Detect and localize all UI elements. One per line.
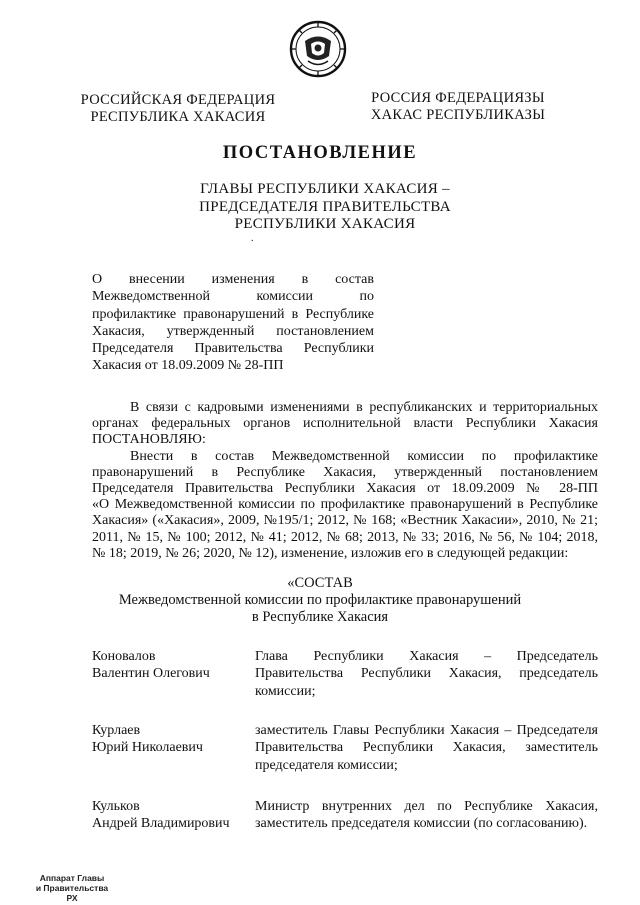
body-line: органах федеральных органов исполнительной власти Республики Хакасия — [92, 416, 598, 432]
header-left-line2: РЕСПУБЛИКА ХАКАСИЯ — [90, 109, 266, 125]
member-role-line: заместитель Главы Республики Хакасия – Председателя — [255, 723, 598, 738]
issuer-subtitle — [150, 181, 500, 234]
body-line: В связи с кадровыми изменениями в республиканских и территориальных — [130, 400, 598, 415]
member-role — [255, 798, 598, 833]
body-line: № 18; 2019, № 26; 2020, № 12), изменение, изложив его в следующей редакции: — [92, 545, 569, 561]
subject-line: Межведомственной комиссии по — [92, 289, 374, 305]
body-line: ПОСТАНОВЛЯЮ: — [92, 432, 206, 448]
subject-line: профилактике правонарушений в Республике — [92, 306, 374, 322]
body-line: «О Межведомственной комиссии по профилактике правонарушений в Республике — [92, 497, 598, 513]
body-line: правонарушений в Республике Хакасия, утвержденный постановлением — [92, 464, 598, 480]
member-role-line: Глава Республики Хакасия – Председатель — [255, 649, 598, 664]
member-given-name: Валентин Олегович — [92, 666, 210, 681]
body-line: 2011, № 15, № 100; 2012, № 41; 2012, № 68; 2013, № 33; 2016, № 56, № 104; 2018, — [92, 529, 598, 545]
composition-line2: Межведомственной комиссии по профилактике правонарушений — [118, 592, 522, 608]
header-left-line1: РОССИЙСКАЯ ФЕДЕРАЦИЯ — [80, 92, 276, 108]
member-role-line: Министр внутренних дел по Республике Хакасия, — [255, 799, 598, 814]
composition-line1: «СОСТАВ — [287, 575, 353, 591]
subtitle-line1: ГЛАВЫ РЕСПУБЛИКИ ХАКАСИЯ – — [200, 181, 450, 197]
body-text — [92, 400, 598, 562]
office-stamp — [34, 873, 110, 903]
member-given-name: Юрий Николаевич — [92, 740, 203, 755]
header-right-line2: ХАКАС РЕСПУБЛИКАЗЫ — [370, 107, 546, 123]
subject-line: О внесении изменения в состав — [92, 272, 374, 287]
subject-line: Хакасия от 18.09.2009 № 28-ПП — [92, 358, 284, 374]
member-role-line: Правительства Республики Хакасия, председатель — [255, 666, 598, 682]
member-given-name: Андрей Владимирович — [92, 816, 230, 831]
member-surname: Курлаев — [92, 723, 141, 738]
body-line: Хакасия» («Хакасия», 2009, №195/1; 2012, № 168; «Вестник Хакасии», 2010, № 21; — [92, 513, 598, 529]
member-name — [92, 648, 252, 682]
body-line: Внести в состав Межведомственной комиссии по профилактике — [130, 448, 598, 464]
member-role-line: заместитель председателя комиссии (по согласованию). — [255, 816, 588, 832]
member-role — [255, 648, 598, 700]
subtitle-line2: ПРЕДСЕДАТЕЛЯ ПРАВИТЕЛЬСТВА — [199, 198, 451, 215]
subject-line: Председателя Правительства Республики — [92, 341, 374, 357]
member-role-line: председателя комиссии; — [255, 757, 398, 773]
body-line: Председателя Правительства Республики Хакасия от 18.09.2009 № 28-ПП — [92, 480, 598, 496]
header-left — [80, 92, 276, 126]
member-surname: Коновалов — [92, 649, 156, 664]
member-name — [92, 722, 252, 756]
stamp-line1: Аппарат Главы — [39, 873, 105, 883]
scan-dot: . — [251, 233, 254, 244]
member-name — [92, 798, 252, 832]
member-surname: Кульков — [92, 799, 140, 814]
coat-of-arms-icon — [289, 20, 347, 78]
subtitle-line3: РЕСПУБЛИКИ ХАКАСИЯ — [234, 216, 416, 232]
member-role — [255, 722, 598, 774]
subject-block — [92, 271, 374, 375]
header-right — [370, 90, 546, 124]
stamp-line2: и Правительства РХ — [35, 883, 109, 903]
member-role-line: Правительства Республики Хакасия, заместитель — [255, 740, 598, 756]
header-right-line1: РОССИЯ ФЕДЕРАЦИЯЗЫ — [371, 90, 545, 106]
member-role-line: комиссии; — [255, 683, 316, 699]
page-title: ПОСТАНОВЛЕНИЕ — [222, 143, 418, 163]
composition-heading — [0, 575, 640, 626]
composition-line3: в Республике Хакасия — [251, 609, 389, 625]
subject-line: Хакасия, утвержденный постановлением — [92, 323, 374, 339]
